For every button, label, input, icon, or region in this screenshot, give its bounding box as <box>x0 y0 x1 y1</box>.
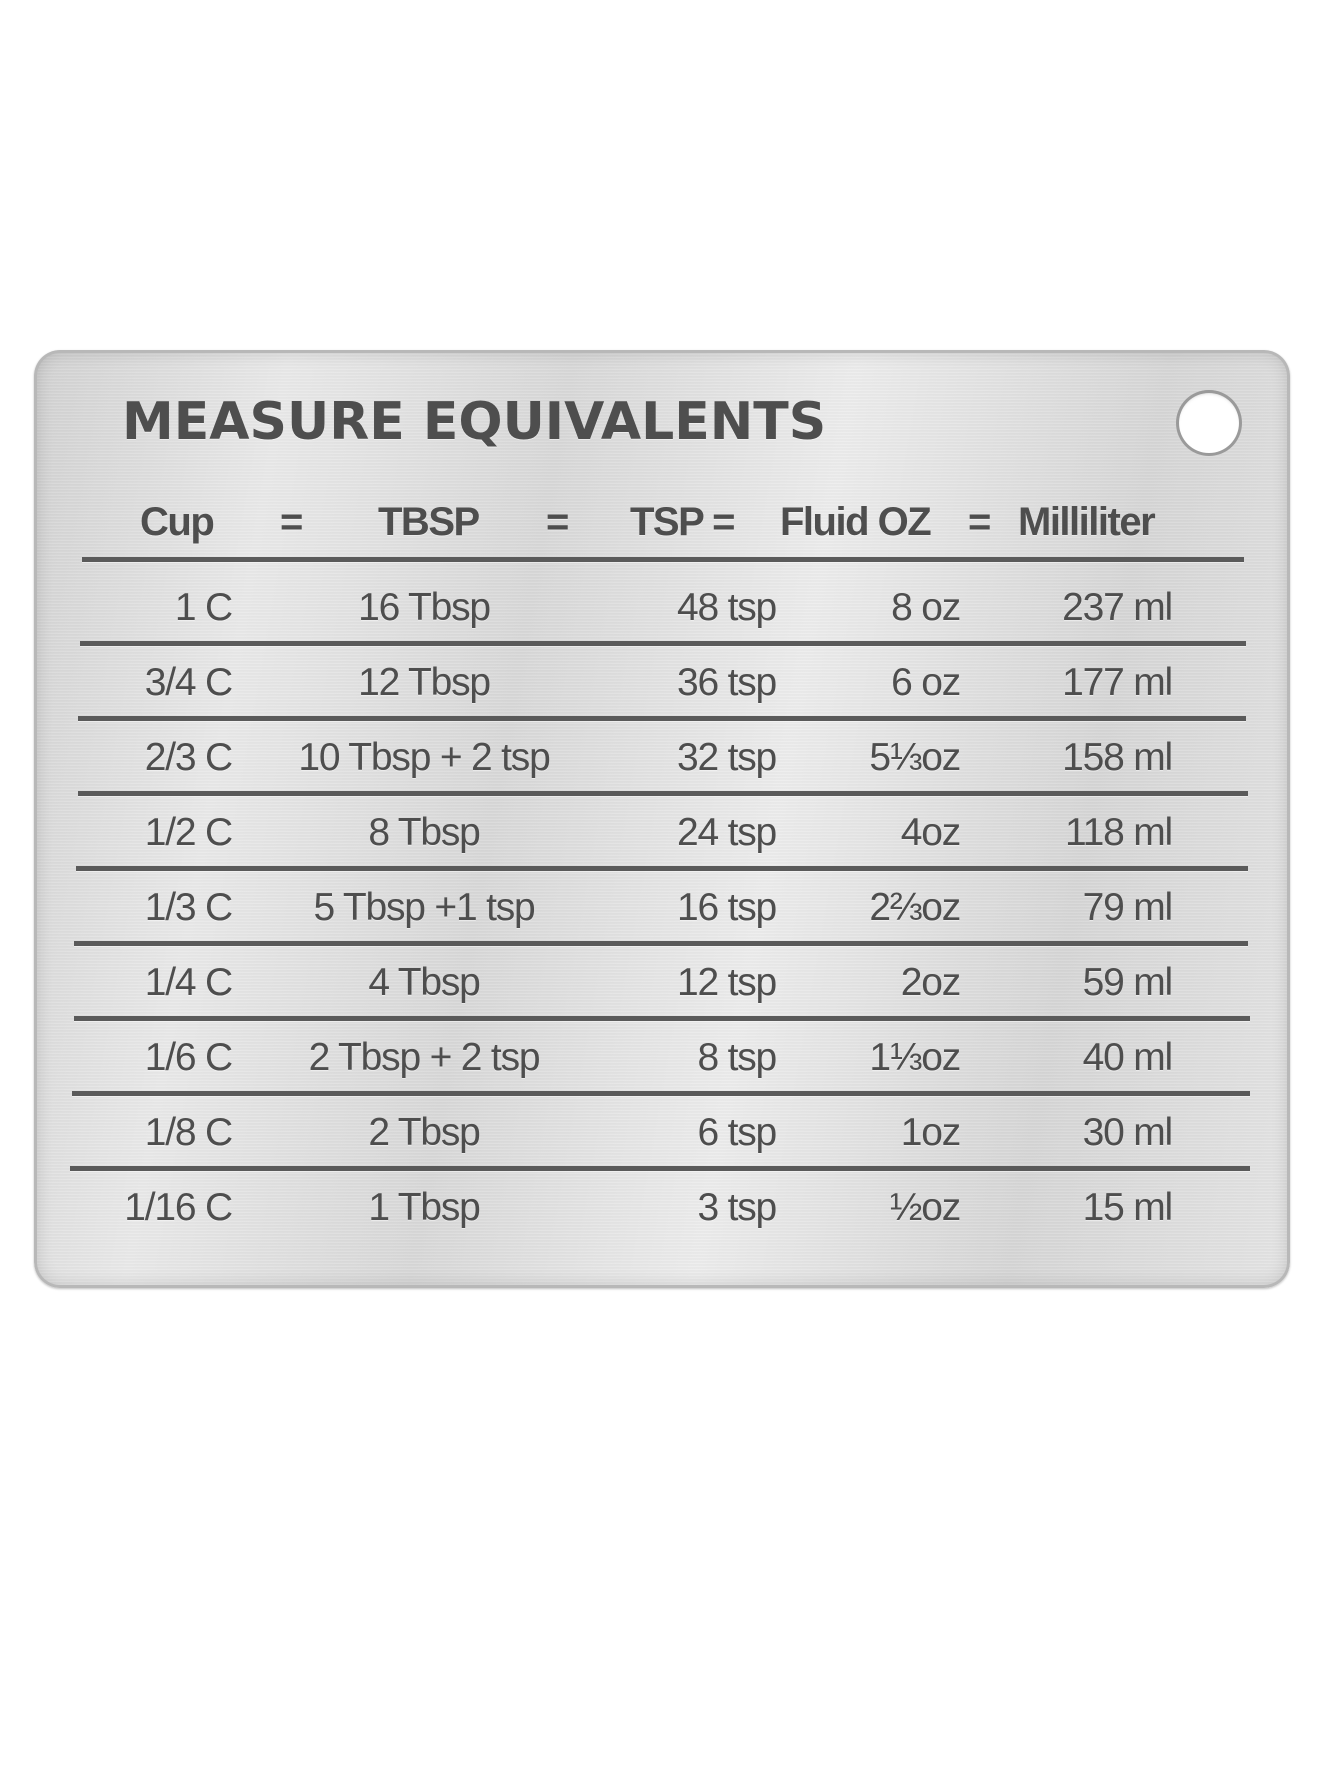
cup-cell: 2/3 C <box>144 736 232 779</box>
milliliter-cell: 158 ml <box>1062 736 1172 779</box>
cup-cell: 1/4 C <box>144 961 232 1004</box>
header-tbsp: TBSP <box>378 500 479 544</box>
table-row <box>34 661 1290 721</box>
tbsp-cell: 10 Tbsp + 2 tsp <box>298 736 550 779</box>
row-divider <box>78 791 1248 796</box>
row-divider <box>76 866 1248 871</box>
row-divider <box>74 1016 1250 1021</box>
header-fluid-oz: Fluid OZ <box>780 500 931 544</box>
table-row <box>34 1111 1290 1171</box>
cup-cell: 1/16 C <box>124 1186 232 1229</box>
fluid-oz-cell: 2⅔oz <box>869 886 960 929</box>
tbsp-cell: 2 Tbsp + 2 tsp <box>308 1036 540 1079</box>
header-milliliter: Milliliter <box>1018 500 1155 544</box>
milliliter-cell: 40 ml <box>1082 1036 1172 1079</box>
milliliter-cell: 118 ml <box>1065 811 1172 854</box>
column-headers <box>34 500 1290 560</box>
tbsp-cell: 12 Tbsp <box>358 661 490 704</box>
header-divider <box>82 557 1244 562</box>
tsp-cell: 6 tsp <box>697 1111 776 1154</box>
cup-cell: 1/8 C <box>144 1111 232 1154</box>
fluid-oz-cell: 1⅓oz <box>869 1036 960 1079</box>
table-row <box>34 1186 1290 1246</box>
fluid-oz-cell: 2oz <box>900 961 960 1004</box>
fluid-oz-cell: ½oz <box>889 1186 960 1229</box>
tbsp-cell: 16 Tbsp <box>358 586 490 629</box>
milliliter-cell: 15 ml <box>1082 1186 1172 1229</box>
milliliter-cell: 30 ml <box>1082 1111 1172 1154</box>
cup-cell: 1/2 C <box>144 811 232 854</box>
row-divider <box>74 941 1248 946</box>
plate-title: MEASURE EQUIVALENTS <box>122 392 827 452</box>
milliliter-cell: 177 ml <box>1062 661 1172 704</box>
fluid-oz-cell: 5⅓oz <box>869 736 960 779</box>
tsp-cell: 24 tsp <box>676 811 776 854</box>
tsp-cell: 3 tsp <box>697 1186 776 1229</box>
table-row <box>34 1036 1290 1096</box>
milliliter-cell: 59 ml <box>1082 961 1172 1004</box>
row-divider <box>72 1091 1250 1096</box>
table-row <box>34 961 1290 1021</box>
fluid-oz-cell: 4oz <box>900 811 960 854</box>
tbsp-cell: 4 Tbsp <box>368 961 480 1004</box>
tsp-cell: 36 tsp <box>676 661 776 704</box>
header-cup: Cup <box>140 500 214 544</box>
cup-cell: 3/4 C <box>144 661 232 704</box>
header-equals-1: = <box>280 500 302 544</box>
tsp-cell: 12 tsp <box>676 961 776 1004</box>
tsp-cell: 16 tsp <box>676 886 776 929</box>
table-row <box>34 586 1290 646</box>
tsp-cell: 48 tsp <box>676 586 776 629</box>
table-row <box>34 736 1290 796</box>
fluid-oz-cell: 1oz <box>900 1111 960 1154</box>
table-row <box>34 811 1290 871</box>
header-equals-3: = <box>968 500 990 544</box>
cup-cell: 1 C <box>174 586 232 629</box>
tbsp-cell: 2 Tbsp <box>368 1111 480 1154</box>
fluid-oz-cell: 8 oz <box>891 586 960 629</box>
cup-cell: 1/3 C <box>144 886 232 929</box>
milliliter-cell: 79 ml <box>1082 886 1172 929</box>
fluid-oz-cell: 6 oz <box>891 661 960 704</box>
table-row <box>34 886 1290 946</box>
measurement-plate <box>34 350 1290 1288</box>
tbsp-cell: 5 Tbsp +1 tsp <box>313 886 535 929</box>
row-divider <box>80 641 1246 646</box>
header-equals-2: = <box>546 500 568 544</box>
tbsp-cell: 8 Tbsp <box>368 811 480 854</box>
cup-cell: 1/6 C <box>144 1036 232 1079</box>
row-divider <box>78 716 1246 721</box>
tbsp-cell: 1 Tbsp <box>368 1186 480 1229</box>
tsp-cell: 8 tsp <box>697 1036 776 1079</box>
hanging-hole <box>1176 390 1242 456</box>
header-tsp: TSP = <box>630 500 735 544</box>
tsp-cell: 32 tsp <box>676 736 776 779</box>
milliliter-cell: 237 ml <box>1062 586 1172 629</box>
row-divider <box>70 1166 1250 1171</box>
